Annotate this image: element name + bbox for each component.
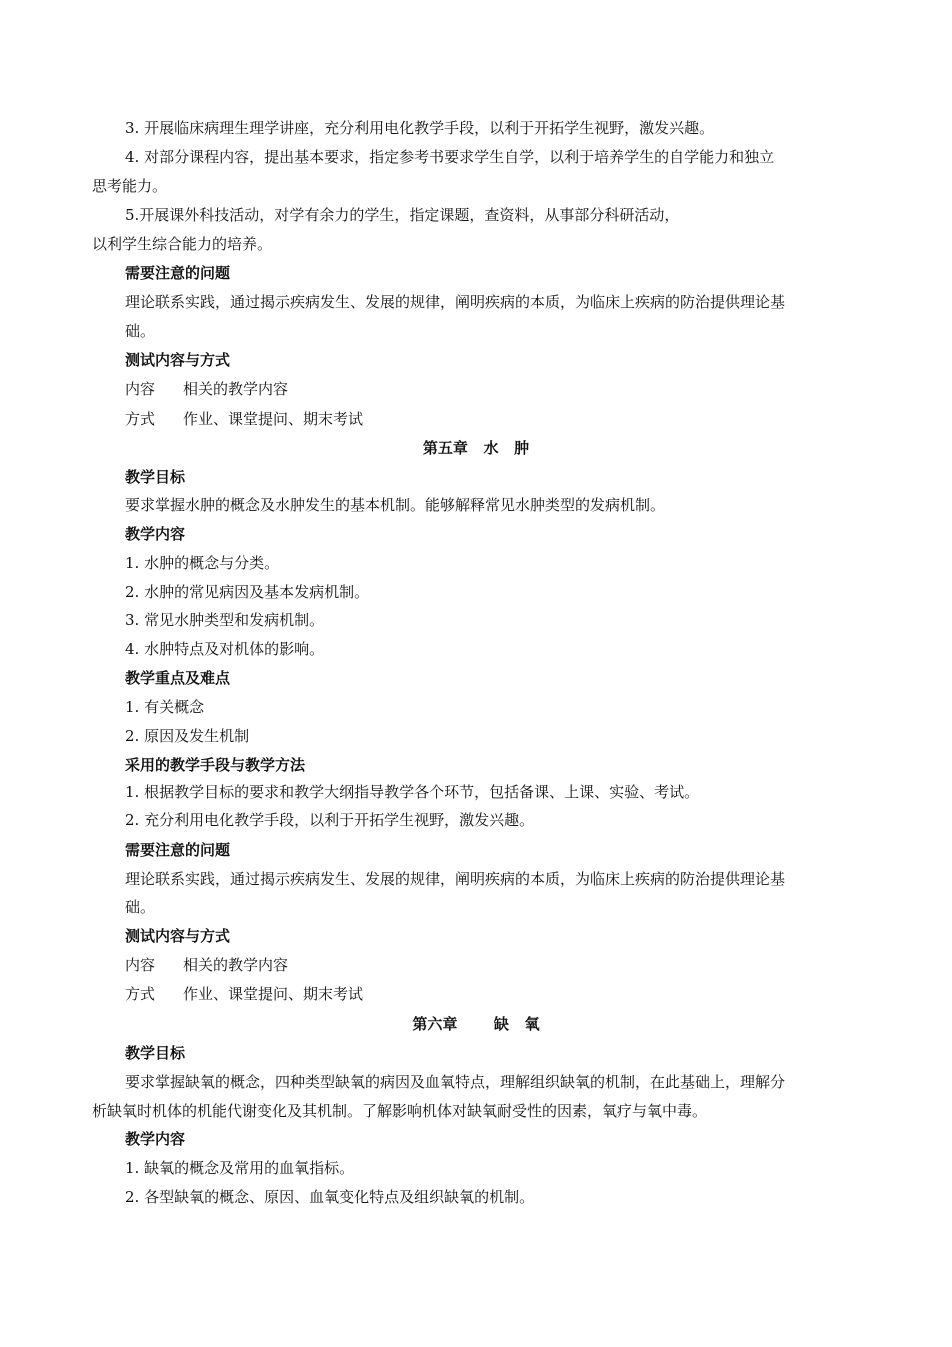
item-5: 5.开展课外科技活动，对学有余力的学生，指定课题，查资料，从事部分科研活动， (125, 206, 680, 224)
testing-content-value: 相关的教学内容 (183, 380, 289, 398)
testing-content-value-2: 相关的教学内容 (183, 956, 289, 974)
heading-content-2: 教学内容 (125, 1130, 186, 1148)
testing-content-row-2 (125, 955, 288, 975)
heading-content: 教学内容 (125, 525, 186, 543)
content-item-1: 1. 水肿的概念与分类。 (125, 554, 280, 572)
objectives-text-2: 要求掌握缺氧的概念，四种类型缺氧的病因及血氧特点，理解组织缺氧的机制，在此基础上，理解分 (125, 1073, 786, 1091)
heading-key-points: 教学重点及难点 (125, 669, 231, 687)
testing-method-row-2 (125, 984, 363, 1004)
objectives-text: 要求掌握水肿的概念及水肿发生的基本机制。能够解释常见水肿类型的发病机制。 (125, 496, 666, 514)
content-item-4: 4. 水肿特点及对机体的影响。 (125, 640, 325, 658)
heading-notes: 需要注意的问题 (125, 264, 231, 282)
heading-methods: 采用的教学手段与教学方法 (125, 756, 306, 774)
item-4: 4. 对部分课程内容，提出基本要求，指定参考书要求学生自学，以利于培养学生的自学能力和独立 (125, 148, 775, 166)
content-2-item-1: 1. 缺氧的概念及常用的血氧指标。 (125, 1159, 355, 1177)
chapter-6-title: 第六章 缺 氧 (412, 1015, 540, 1033)
testing-method-label: 方式 (125, 410, 156, 428)
testing-content-label-2: 内容 (125, 956, 156, 974)
objectives-text-2-cont: 析缺氧时机体的机能代谢变化及其机制。了解影响机体对缺氧耐受性的因素，氧疗与氧中毒。 (92, 1102, 708, 1120)
method-1: 1. 根据教学目标的要求和教学大纲指导教学各个环节，包括备课、上课、实验、考试。 (125, 783, 700, 801)
item-3: 3. 开展临床病理生理学讲座，充分利用电化教学手段，以利于开拓学生视野，激发兴趣。 (125, 119, 715, 137)
content-2-item-2: 2. 各型缺氧的概念、原因、血氧变化特点及组织缺氧的机制。 (125, 1188, 535, 1206)
heading-objectives: 教学目标 (125, 468, 186, 486)
key-point-1: 1. 有关概念 (125, 698, 205, 716)
notes-text-cont: 础。 (125, 322, 156, 340)
notes-text-2: 理论联系实践，通过揭示疾病发生、发展的规律，阐明疾病的本质，为临床上疾病的防治提供理论基 (125, 870, 786, 888)
testing-method-value: 作业、课堂提问、期末考试 (183, 410, 364, 428)
heading-objectives-2: 教学目标 (125, 1044, 186, 1062)
method-2: 2. 充分利用电化教学手段，以利于开拓学生视野，激发兴趣。 (125, 811, 535, 829)
testing-method-label-2: 方式 (125, 985, 156, 1003)
content-item-2: 2. 水肿的常见病因及基本发病机制。 (125, 583, 370, 601)
content-item-3: 3. 常见水肿类型和发病机制。 (125, 611, 325, 629)
chapter-5-title: 第五章 水 肿 (422, 439, 530, 457)
testing-method-value-2: 作业、课堂提问、期末考试 (183, 985, 364, 1003)
item-4-cont: 思考能力。 (92, 177, 168, 195)
heading-testing: 测试内容与方式 (125, 351, 231, 369)
notes-text-2-cont: 础。 (125, 898, 156, 916)
testing-method-row (125, 409, 363, 429)
key-point-2: 2. 原因及发生机制 (125, 727, 250, 745)
testing-content-label: 内容 (125, 380, 156, 398)
heading-testing-2: 测试内容与方式 (125, 927, 231, 945)
notes-text: 理论联系实践，通过揭示疾病发生、发展的规律，阐明疾病的本质，为临床上疾病的防治提供理论基 (125, 293, 786, 311)
heading-notes-2: 需要注意的问题 (125, 841, 231, 859)
testing-content-row (125, 379, 288, 399)
item-5-cont: 以利学生综合能力的培养。 (92, 235, 273, 253)
